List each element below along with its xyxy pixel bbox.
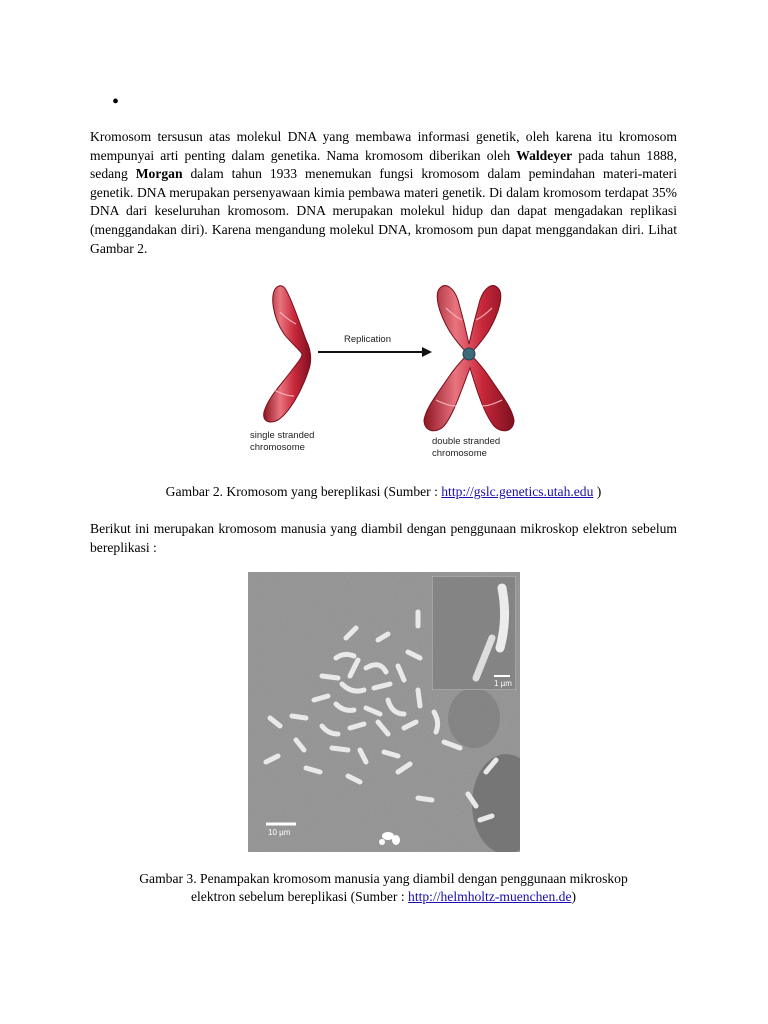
electron-micrograph-figure [248, 572, 520, 852]
paragraph-text-3: dalam tahun 1933 menemukan fungsi kromosom dalam pemindahan materi-materi genetik. DNA merupakan persenyawaan kimia pembawa materi genetik. Di dalam kromosom terdapat 35% DNA dari keseluruhan kromosom. DNA merupakan molekul hidup dan dapat mengadakan replikasi (menggandakan diri). Karena mengandung molekul DNA, kromosom pun dapat menggandakan diri. Lihat Gambar 2. [90, 166, 677, 256]
replication-label: Replication [344, 334, 391, 345]
chromosome-replication-figure [240, 272, 530, 468]
single-stranded-label-1: single stranded [250, 430, 315, 441]
single-stranded-label-2: chromosome [250, 442, 305, 453]
figure3-caption [90, 870, 677, 906]
figure3-caption-suffix: ) [571, 889, 577, 904]
intro-paragraph [90, 128, 677, 258]
second-paragraph: Berikut ini merupakan kromosom manusia yang diambil dengan penggunaan mikroskop elektron sebelum bereplikasi : [90, 521, 677, 555]
paragraph-text-2: pada tahun 1888, sedang [90, 147, 677, 182]
figure2-caption-text: Gambar 2. Kromosom yang bereplikasi (Sumber : [165, 484, 442, 499]
figure3-caption-text: elektron sebelum bereplikasi (Sumber : [190, 889, 409, 904]
scale-label: 10 µm [268, 828, 291, 837]
inset-scale-label: 1 µm [494, 679, 512, 688]
centromere [463, 348, 475, 360]
replication-arrow [318, 347, 432, 357]
figure2-caption-suffix: ) [593, 484, 602, 499]
micrograph-inset [432, 576, 516, 690]
name-morgan: Morgan [135, 166, 183, 182]
figure3-source-link[interactable]: http://helmholtz-muenchen.de [408, 889, 572, 904]
figure2-caption [90, 483, 677, 501]
paragraph-text-1: Kromosom tersusun atas molekul DNA yang membawa informasi genetik, oleh karena itu kromosom mempunyai arti penting dalam genetika. Nama kromosom diberikan oleh [90, 129, 677, 163]
single-stranded-chromosome [264, 286, 311, 422]
double-stranded-label-2: chromosome [432, 448, 487, 459]
name-waldeyer: Waldeyer [516, 147, 573, 163]
list-bullet: • [112, 91, 120, 113]
figure2-source-link[interactable]: http://gslc.genetics.utah.edu [441, 484, 594, 499]
figure3-caption-line1: Gambar 3. Penampakan kromosom manusia yang diambil dengan penggunaan mikroskop [139, 871, 628, 886]
double-stranded-label-1: double stranded [432, 436, 501, 447]
